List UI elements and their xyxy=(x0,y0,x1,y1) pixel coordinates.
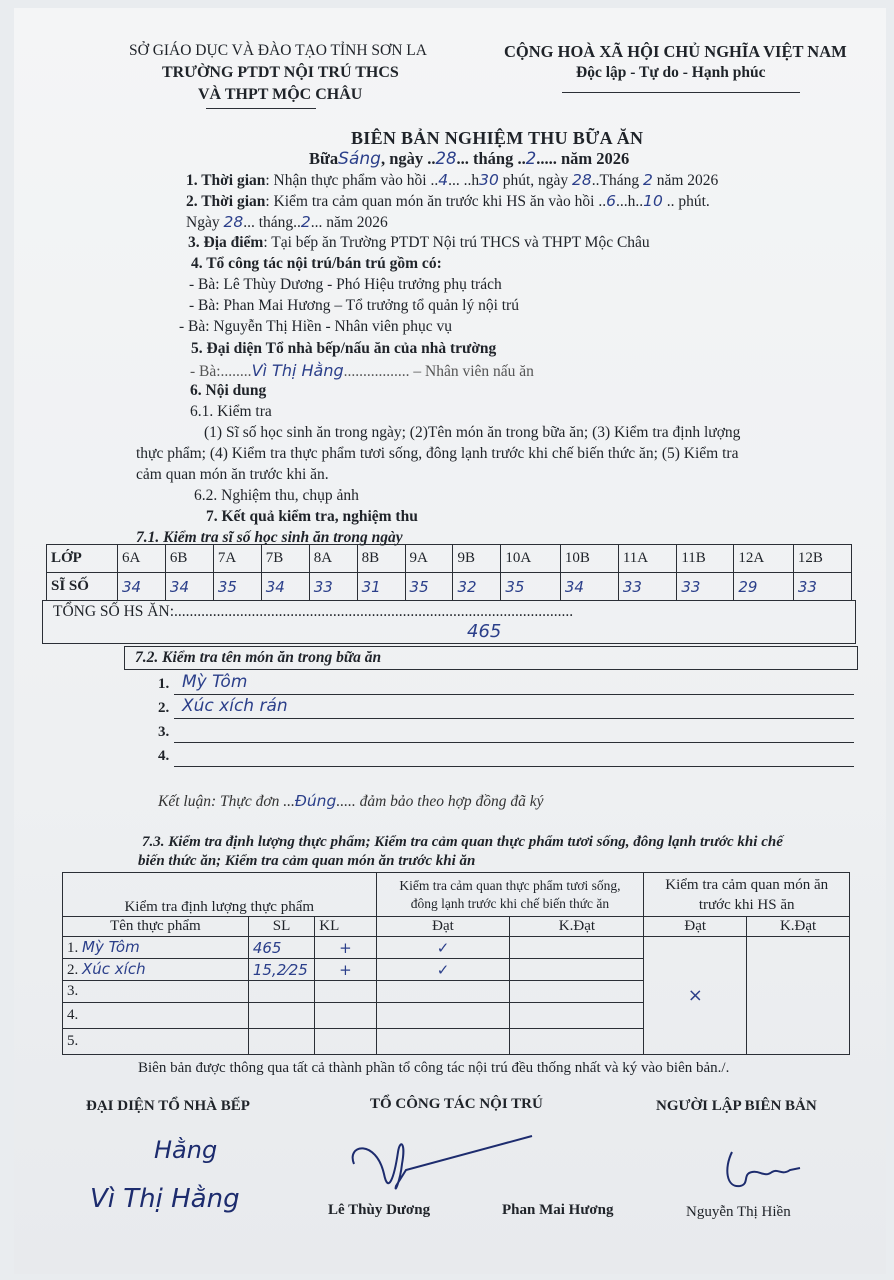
total-value: 465 xyxy=(467,621,502,642)
meal-date-line xyxy=(309,149,629,169)
section-6-1: 6.1. Kiểm tra xyxy=(190,403,272,420)
header-kl: KL xyxy=(315,917,376,937)
count-cell: 34 xyxy=(261,573,309,601)
month-value: 2 xyxy=(525,149,537,168)
section-2-text-b: ...h.. xyxy=(615,193,644,210)
school-name-line2: VÀ THPT MỘC CHÂU xyxy=(198,86,363,103)
food-row xyxy=(63,937,850,959)
class-cell: 8A xyxy=(309,545,357,573)
receive-day: 28 xyxy=(572,171,592,189)
dish-line-3 xyxy=(174,742,854,743)
total-box xyxy=(42,600,856,644)
food-num: 4. xyxy=(67,1007,79,1023)
class-cell: 6B xyxy=(165,545,213,573)
dish-name-1: Mỳ Tôm xyxy=(182,672,248,692)
dish-num-2: 2. xyxy=(158,700,170,716)
header-sl: SL xyxy=(248,917,314,937)
class-header: LỚP xyxy=(47,545,118,573)
section-2-text-c: .. phút. xyxy=(662,193,710,210)
kitchen-staff-name: Vì Thị Hằng xyxy=(251,361,344,380)
food-fail xyxy=(510,937,644,959)
section-7-1: 7.1. Kiểm tra sĩ số học sinh ăn trong ngày xyxy=(136,529,403,546)
class-row xyxy=(47,545,852,573)
dish-line-1 xyxy=(174,694,854,695)
kitchen-staff-prefix: - Bà:........ xyxy=(190,363,252,380)
food-name-cell xyxy=(63,937,249,959)
day-value: 28 xyxy=(435,149,457,168)
section-6-para-2: thực phẩm; (4) Kiểm tra thực phẩm tươi sống, đông lạnh trước khi chế biến thức ăn; (5) Kiểm tra xyxy=(136,445,739,462)
year-label: ..... năm 2026 xyxy=(536,149,630,168)
food-num: 5. xyxy=(67,1033,79,1049)
class-cell: 8B xyxy=(357,545,405,573)
quality-header-row-1 xyxy=(63,873,850,917)
meal-value: Sáng xyxy=(338,149,381,169)
member-2: - Bà: Phan Mai Hương – Tổ trưởng tổ quản lý nội trú xyxy=(189,297,519,314)
month-label: ... tháng .. xyxy=(456,149,526,168)
section-6-para-1: (1) Sĩ số học sinh ăn trong ngày; (2)Tên món ăn trong bữa ăn; (3) Kiểm tra định lượng xyxy=(204,424,741,441)
food-name: Mỳ Tôm xyxy=(82,938,140,956)
food-kl xyxy=(315,1029,376,1055)
count-row xyxy=(47,573,852,601)
food-sl: 15,2⁄25 xyxy=(248,959,314,981)
kitchen-signature-full: Vì Thị Hằng xyxy=(90,1184,240,1214)
class-cell: 6A xyxy=(118,545,166,573)
food-pass xyxy=(376,1003,510,1029)
count-cell: 32 xyxy=(453,573,501,601)
committee-member-2: Phan Mai Hương xyxy=(502,1202,614,1218)
header-pass-2: Đạt xyxy=(644,917,747,937)
section-7-3-line1: 7.3. Kiểm tra định lượng thực phẩm; Kiểm tra cảm quan thực phẩm tươi sống, đông lạnh trước khi chế xyxy=(142,834,783,850)
class-cell: 9B xyxy=(453,545,501,573)
header-food-name: Tên thực phẩm xyxy=(63,917,249,937)
committee-member-1: Lê Thùy Dương xyxy=(328,1202,431,1218)
food-num: 3. xyxy=(67,983,79,999)
class-cell: 11B xyxy=(677,545,734,573)
sign-title-kitchen: ĐẠI DIỆN TỔ NHÀ BẾP xyxy=(86,1098,250,1114)
food-fail xyxy=(510,959,644,981)
nation-motto: Độc lập - Tự do - Hạnh phúc xyxy=(576,64,766,81)
sign-title-recorder: NGƯỜI LẬP BIÊN BẢN xyxy=(656,1098,817,1114)
section-7-3-line2: biến thức ăn; Kiểm tra cảm quan món ăn trước khi ăn xyxy=(138,853,476,869)
class-cell: 9A xyxy=(405,545,453,573)
class-cell: 10B xyxy=(560,545,618,573)
food-sl xyxy=(248,1003,314,1029)
food-num: 2. xyxy=(67,962,79,978)
dish-line-2 xyxy=(174,718,854,719)
header-pass: Đạt xyxy=(376,917,510,937)
member-1: - Bà: Lê Thùy Dương - Phó Hiệu trưởng phụ trách xyxy=(189,276,502,293)
food-kl xyxy=(315,1003,376,1029)
check-hour: 6 xyxy=(606,192,616,210)
section-1-text-c: phút, ngày xyxy=(498,172,573,189)
section-2-year-label: ... năm 2026 xyxy=(310,214,388,231)
document-title: BIÊN BẢN NGHIỆM THU BỮA ĂN xyxy=(351,128,644,148)
count-header: SĨ SỐ xyxy=(47,573,118,601)
receive-hour: 4 xyxy=(438,171,449,189)
dish-num-4: 4. xyxy=(158,748,170,764)
food-pass: ✓ xyxy=(376,959,510,981)
receive-minute: 30 xyxy=(479,171,499,189)
meal-fail-cell xyxy=(747,937,850,1055)
closing-statement: Biên bản được thông qua tất cả thành phần tổ công tác nội trú đều thống nhất và ký vào biên bản./. xyxy=(138,1060,730,1076)
receive-month: 2 xyxy=(642,171,653,189)
day-label: , ngày .. xyxy=(380,149,436,168)
conclusion-suffix: ..... đảm bảo theo hợp đồng đã ký xyxy=(336,793,544,810)
food-sl: 465 xyxy=(248,937,314,959)
document-page xyxy=(14,8,886,1274)
count-cell: 34 xyxy=(118,573,166,601)
school-name-line1: TRƯỜNG PTDT NỘI TRÚ THCS xyxy=(162,64,399,81)
count-cell: 29 xyxy=(734,573,793,601)
food-kl: + xyxy=(315,937,376,959)
food-name: Xúc xích xyxy=(82,960,146,978)
section-1 xyxy=(186,171,718,190)
section-2-month-label: ... tháng.. xyxy=(243,214,301,231)
section-7-2: 7.2. Kiểm tra tên món ăn trong bữa ăn xyxy=(135,649,382,666)
count-cell: 35 xyxy=(405,573,453,601)
conclusion xyxy=(158,792,544,811)
food-sl xyxy=(248,981,314,1003)
section-3-label: 3. Địa điểm xyxy=(188,234,264,251)
header-meal-check xyxy=(644,873,850,917)
count-cell: 34 xyxy=(560,573,618,601)
section-5-heading: 5. Đại diện Tổ nhà bếp/nấu ăn của nhà trường xyxy=(191,340,497,357)
section-3-text: : Tại bếp ăn Trường PTDT Nội trú THCS và THPT Mộc Châu xyxy=(263,234,650,251)
header-fresh-check-b: đông lạnh trước khi chế biến thức ăn xyxy=(410,895,610,911)
food-num: 1. xyxy=(67,940,79,956)
count-cell: 33 xyxy=(309,573,357,601)
header-fail: K.Đạt xyxy=(510,917,644,937)
food-pass xyxy=(376,1029,510,1055)
header-fail-2: K.Đạt xyxy=(747,917,850,937)
food-pass: ✓ xyxy=(376,937,510,959)
kitchen-staff-suffix: ................. – Nhân viên nấu ăn xyxy=(343,363,534,380)
kitchen-staff-line xyxy=(190,361,534,381)
recorder-name: Nguyễn Thị Hiền xyxy=(686,1204,791,1220)
dish-num-3: 3. xyxy=(158,724,170,740)
section-1-text-e: năm 2026 xyxy=(652,172,719,189)
section-1-label: 1. Thời gian xyxy=(186,172,266,189)
header-left-underline xyxy=(206,108,316,109)
food-pass xyxy=(376,981,510,1003)
section-2-text: : Kiểm tra cảm quan món ăn trước khi HS ăn vào hồi .. xyxy=(265,193,607,210)
header-right-underline xyxy=(562,92,800,93)
section-4-heading: 4. Tổ công tác nội trú/bán trú gồm có: xyxy=(191,255,442,272)
section-1-text-b: ... ..h xyxy=(448,172,480,189)
section-2-label: 2. Thời gian xyxy=(186,193,266,210)
meal-pass-mark: × xyxy=(644,937,747,1055)
section-6-2: 6.2. Nghiệm thu, chụp ảnh xyxy=(194,487,359,504)
header-fresh-check-a: Kiểm tra cảm quan thực phẩm tươi sống, xyxy=(399,877,621,893)
check-minute: 10 xyxy=(643,192,663,210)
class-cell: 7A xyxy=(213,545,261,573)
class-cell: 11A xyxy=(618,545,676,573)
kitchen-signature-short: Hằng xyxy=(154,1136,218,1164)
dish-line-4 xyxy=(174,766,854,767)
food-name-cell xyxy=(63,959,249,981)
quality-check-table xyxy=(62,872,850,1055)
food-name-cell xyxy=(63,1003,249,1029)
food-sl xyxy=(248,1029,314,1055)
section-7-2-box xyxy=(124,646,858,670)
class-cell: 12A xyxy=(734,545,793,573)
class-cell: 10A xyxy=(501,545,560,573)
section-7-heading: 7. Kết quả kiểm tra, nghiệm thu xyxy=(206,508,418,525)
header-fresh-check xyxy=(376,873,644,917)
count-cell: 31 xyxy=(357,573,405,601)
food-kl xyxy=(315,981,376,1003)
count-cell: 33 xyxy=(793,573,851,601)
food-fail xyxy=(510,1003,644,1029)
section-2-date xyxy=(186,213,388,232)
section-3 xyxy=(188,234,650,252)
count-cell: 33 xyxy=(618,573,676,601)
food-fail xyxy=(510,981,644,1003)
class-cell: 7B xyxy=(261,545,309,573)
meal-label: Bữa xyxy=(309,149,339,168)
total-label: TỔNG SỐ HS ĂN:....................................................................................................... xyxy=(53,603,574,620)
dish-num-1: 1. xyxy=(158,676,170,692)
department-name: SỞ GIÁO DỤC VÀ ĐÀO TẠO TỈNH SƠN LA xyxy=(129,42,427,59)
nation-title: CỘNG HOÀ XÃ HỘI CHỦ NGHĨA VIỆT NAM xyxy=(504,42,847,61)
header-quantity: Kiểm tra định lượng thực phẩm xyxy=(63,873,377,917)
count-cell: 35 xyxy=(501,573,560,601)
header-meal-check-b: trước khi HS ăn xyxy=(698,896,795,913)
section-2 xyxy=(186,192,710,211)
food-name-cell xyxy=(63,981,249,1003)
check-month: 2 xyxy=(300,213,311,231)
count-cell: 35 xyxy=(213,573,261,601)
section-1-text: : Nhận thực phẩm vào hồi .. xyxy=(265,172,439,189)
count-cell: 33 xyxy=(677,573,734,601)
count-cell: 34 xyxy=(165,573,213,601)
check-day: 28 xyxy=(223,213,244,231)
dish-name-2: Xúc xích rán xyxy=(182,696,288,716)
header-meal-check-a: Kiểm tra cảm quan món ăn xyxy=(665,876,829,893)
class-cell: 12B xyxy=(793,545,851,573)
class-count-table xyxy=(46,544,852,601)
section-1-text-d: ..Tháng xyxy=(591,172,643,189)
conclusion-value: Đúng xyxy=(294,792,337,810)
section-2-day-label: Ngày xyxy=(186,214,224,231)
section-6-heading: 6. Nội dung xyxy=(190,382,267,399)
food-kl: + xyxy=(315,959,376,981)
food-name-cell xyxy=(63,1029,249,1055)
quality-header-row-2 xyxy=(63,917,850,937)
food-fail xyxy=(510,1029,644,1055)
sign-title-committee: TỔ CÔNG TÁC NỘI TRÚ xyxy=(370,1096,543,1112)
recorder-signature-icon xyxy=(720,1148,810,1198)
member-3: - Bà: Nguyễn Thị Hiền - Nhân viên phục vụ xyxy=(179,318,453,335)
committee-signature-icon xyxy=(336,1134,536,1204)
section-6-para-3: cảm quan món ăn trước khi ăn. xyxy=(136,466,329,483)
conclusion-prefix: Kết luận: Thực đơn ... xyxy=(158,793,295,810)
